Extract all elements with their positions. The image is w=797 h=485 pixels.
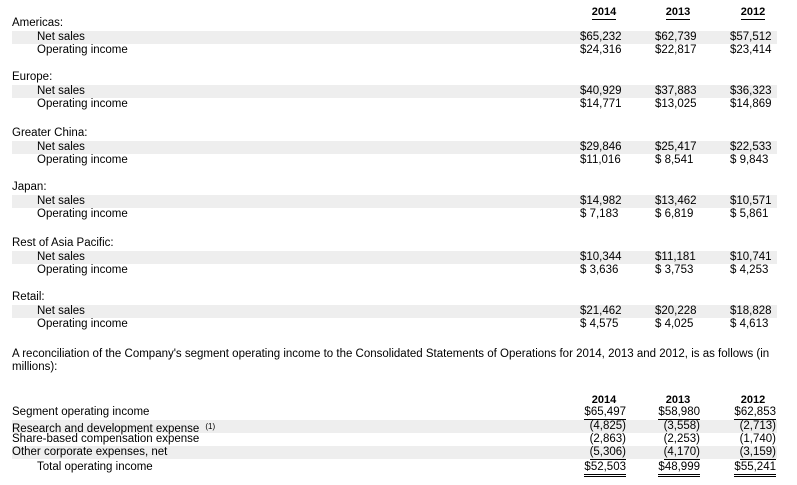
segment-heading: [12, 237, 777, 250]
value-2014: $ 4,575: [580, 318, 619, 330]
recon-label-text: Segment operating income: [12, 406, 150, 418]
recon-row: [12, 420, 777, 433]
segment-name: Rest of Asia Pacific:: [12, 237, 114, 249]
value-2013: $62,739: [655, 31, 697, 43]
segment-name: Europe:: [12, 71, 53, 83]
year-header-2014: 2014: [591, 6, 617, 18]
recon-label-text: Share-based compensation expense: [12, 433, 200, 445]
value-2014: $10,344: [580, 251, 622, 263]
total-row: [12, 461, 777, 474]
value-2012: $ 4,613: [730, 318, 769, 330]
recon-value-2014: (2,863): [589, 433, 626, 445]
footnote-marker: (1): [205, 422, 216, 431]
year-header-2013: 2013: [665, 6, 691, 18]
row-label: Operating income: [37, 154, 128, 166]
row-label: Net sales: [37, 195, 85, 207]
value-2013: $25,417: [655, 141, 697, 153]
value-2013: $20,228: [655, 305, 697, 317]
value-2013: $37,883: [655, 85, 697, 97]
row-label: Operating income: [37, 98, 128, 110]
recon-value-2012: (2,713): [739, 420, 776, 432]
recon-row: [12, 406, 777, 419]
recon-row: [12, 433, 777, 446]
operating-income-row: [12, 208, 777, 221]
net-sales-row: [12, 85, 777, 98]
segment-heading: [12, 17, 777, 30]
value-2012: $14,869: [730, 98, 772, 110]
recon-label: [37, 461, 153, 474]
segment-heading: [12, 71, 777, 84]
reconciliation-paragraph: A reconciliation of the Company's segment operating income to the Consolidated Statements of Operations for 2014, 2013 and 2012, is as follows (in millions):: [12, 348, 770, 373]
recon-value-2012: (3,159): [739, 446, 776, 458]
value-2014: $24,316: [580, 44, 622, 56]
value-2014: $11,016: [580, 154, 621, 166]
value-2012: $23,414: [730, 44, 772, 56]
recon-year-2014: 2014: [591, 394, 617, 406]
value-2013: $13,462: [655, 195, 697, 207]
row-label: Net sales: [37, 141, 85, 153]
recon-label-text: Total operating income: [37, 461, 153, 473]
value-2012: $57,512: [730, 31, 772, 43]
recon-value-2012: (1,740): [739, 433, 776, 445]
net-sales-row: [12, 141, 777, 154]
segment-name: Americas:: [12, 17, 64, 29]
net-sales-row: [12, 31, 777, 44]
row-label: Operating income: [37, 264, 128, 276]
value-2012: $22,533: [730, 141, 772, 153]
recon-value-2014: (4,825): [589, 420, 626, 432]
recon-value-2013: (4,170): [663, 446, 700, 458]
recon-value-2013: (3,558): [663, 420, 700, 432]
row-label: Operating income: [37, 44, 128, 56]
operating-income-row: [12, 98, 777, 111]
segment-heading: [12, 291, 777, 304]
recon-value-2013: (2,253): [663, 433, 700, 445]
value-2014: $14,771: [580, 98, 622, 110]
value-2013: $ 6,819: [655, 208, 694, 220]
row-label: Net sales: [37, 31, 85, 43]
recon-value-2013: $48,999: [658, 461, 700, 477]
row-label: Net sales: [37, 305, 85, 317]
value-2013: $ 4,025: [655, 318, 694, 330]
recon-year-2013: 2013: [665, 394, 691, 406]
value-2013: $22,817: [655, 44, 697, 56]
segment-heading: [12, 127, 777, 140]
value-2013: $ 8,541: [655, 154, 694, 166]
value-2014: $14,982: [580, 195, 622, 207]
operating-income-row: [12, 318, 777, 331]
recon-value-2014: $65,497: [584, 406, 626, 418]
segment-name: Retail:: [12, 291, 45, 303]
value-2014: $40,929: [580, 85, 622, 97]
recon-label-text: Other corporate expenses, net: [12, 446, 168, 458]
recon-value-2012: $55,241: [734, 461, 776, 477]
value-2012: $10,741: [730, 251, 772, 263]
value-2014: $ 3,636: [580, 264, 619, 276]
recon-year-2012: 2012: [740, 394, 766, 406]
segment-heading: [12, 181, 777, 194]
value-2012: $ 4,253: [730, 264, 769, 276]
recon-value-2012: $62,853: [734, 406, 776, 418]
value-2013: $ 3,753: [655, 264, 694, 276]
value-2014: $29,846: [580, 141, 622, 153]
net-sales-row: [12, 251, 777, 264]
year-header-2012: 2012: [740, 6, 766, 18]
segment-name: Japan:: [12, 181, 47, 193]
recon-label-text: Research and development expense: [12, 423, 200, 435]
operating-income-row: [12, 154, 777, 167]
row-label: Net sales: [37, 251, 85, 263]
value-2013: $11,181: [655, 251, 696, 263]
recon-value-2014: (5,306): [589, 446, 626, 458]
value-2012: $10,571: [730, 195, 772, 207]
value-2014: $65,232: [580, 31, 622, 43]
recon-label: [12, 433, 199, 446]
segment-name: Greater China:: [12, 127, 88, 139]
recon-row: [12, 446, 777, 459]
value-2013: $13,025: [655, 98, 697, 110]
operating-income-row: [12, 264, 777, 277]
row-label: Operating income: [37, 208, 128, 220]
value-2012: $ 5,861: [730, 208, 769, 220]
recon-label: [12, 406, 149, 419]
operating-income-row: [12, 44, 777, 57]
net-sales-row: [12, 195, 777, 208]
value-2012: $ 9,843: [730, 154, 769, 166]
recon-value-2013: $58,980: [658, 406, 700, 418]
net-sales-row: [12, 305, 777, 318]
value-2014: $ 7,183: [580, 208, 619, 220]
recon-value-2014: $52,503: [584, 461, 626, 477]
value-2014: $21,462: [580, 305, 622, 317]
row-label: Net sales: [37, 85, 85, 97]
recon-label: [12, 446, 167, 459]
value-2012: $36,323: [730, 85, 772, 97]
value-2012: $18,828: [730, 305, 772, 317]
row-label: Operating income: [37, 318, 128, 330]
